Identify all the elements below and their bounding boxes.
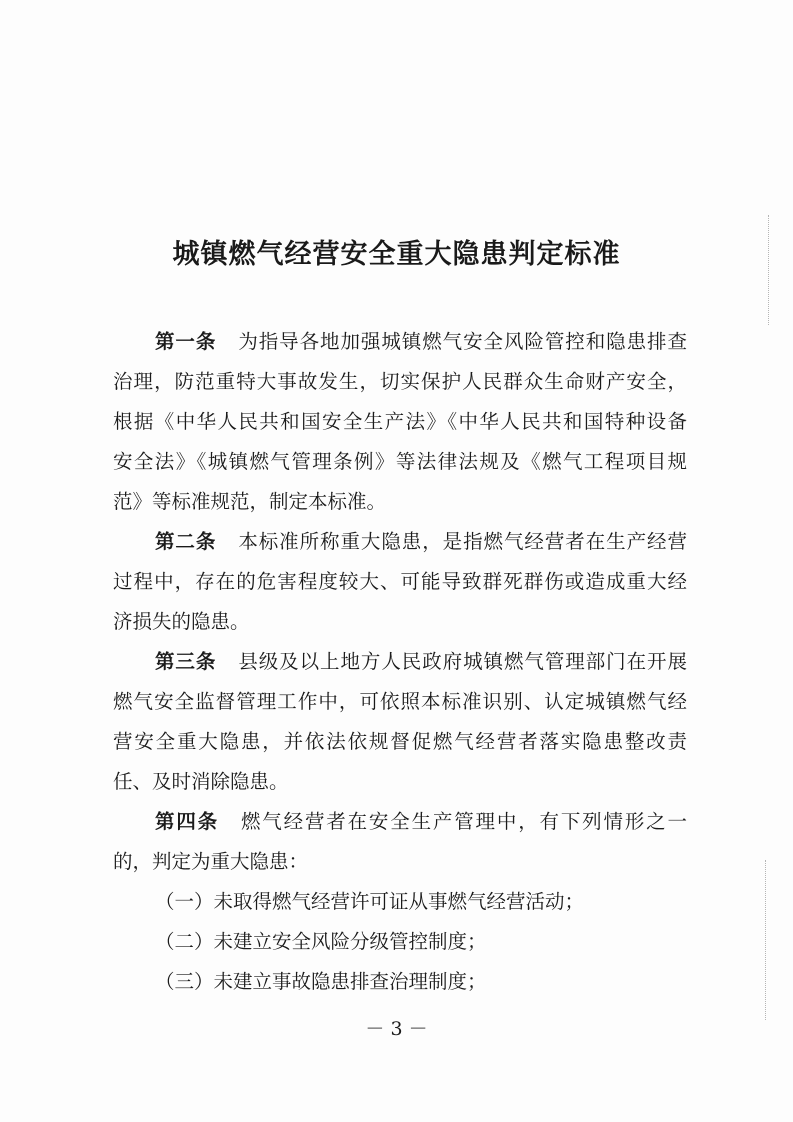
article-3-text: 县级及以上地方人民政府城镇燃气管理部门在开展 <box>238 650 687 673</box>
article-2-line-1 <box>113 522 687 562</box>
page-number: － 3 － <box>365 1018 428 1040</box>
article-3-line-3: 营安全重大隐患，并依法依规督促燃气经营者落实隐患整改责 <box>113 730 687 753</box>
article-1-line-1 <box>113 322 687 362</box>
article-3-label: 第三条 <box>155 650 217 673</box>
article-1-label: 第一条 <box>155 330 217 353</box>
article-4-line-2: 的，判定为重大隐患： <box>113 850 309 873</box>
article-2-line-2: 过程中，存在的危害程度较大、可能导致群死群伤或造成重大经 <box>113 570 687 593</box>
scan-edge-mark <box>764 860 766 1020</box>
article-3-line-4: 任、及时消除隐患。 <box>113 770 289 793</box>
article-1-line-2: 治理，防范重特大事故发生，切实保护人民群众生命财产安全， <box>113 370 687 393</box>
article-1-text: 为指导各地加强城镇燃气安全风险管控和隐患排查 <box>238 330 687 353</box>
article-1-line-3: 根据《中华人民共和国安全生产法》《中华人民共和国特种设备 <box>113 410 687 433</box>
article-2-label: 第二条 <box>155 530 217 553</box>
article-1-line-5: 范》等标准规范，制定本标准。 <box>113 490 387 513</box>
list-item-2: （二）未建立安全风险分级管控制度； <box>155 930 487 953</box>
article-3-line-2: 燃气安全监督管理工作中，可依照本标准识别、认定城镇燃气经 <box>113 690 687 713</box>
article-4-text: 燃气经营者在安全生产管理中，有下列情形之一 <box>240 810 687 833</box>
document-title: 城镇燃气经营安全重大隐患判定标准 <box>172 239 621 270</box>
article-3-line-1 <box>113 642 687 682</box>
article-4-label: 第四条 <box>155 810 219 833</box>
article-2-text: 本标准所称重大隐患，是指燃气经营者在生产经营 <box>238 530 687 553</box>
list-item-1: （一）未取得燃气经营许可证从事燃气经营活动； <box>155 890 585 913</box>
document-body <box>113 322 687 1002</box>
list-item-3: （三）未建立事故隐患排查治理制度； <box>155 970 487 993</box>
article-1-line-4: 安全法》《城镇燃气管理条例》等法律法规及《燃气工程项目规 <box>113 450 687 473</box>
article-4-line-1 <box>113 802 687 842</box>
article-2-line-3: 济损失的隐患。 <box>113 610 250 633</box>
